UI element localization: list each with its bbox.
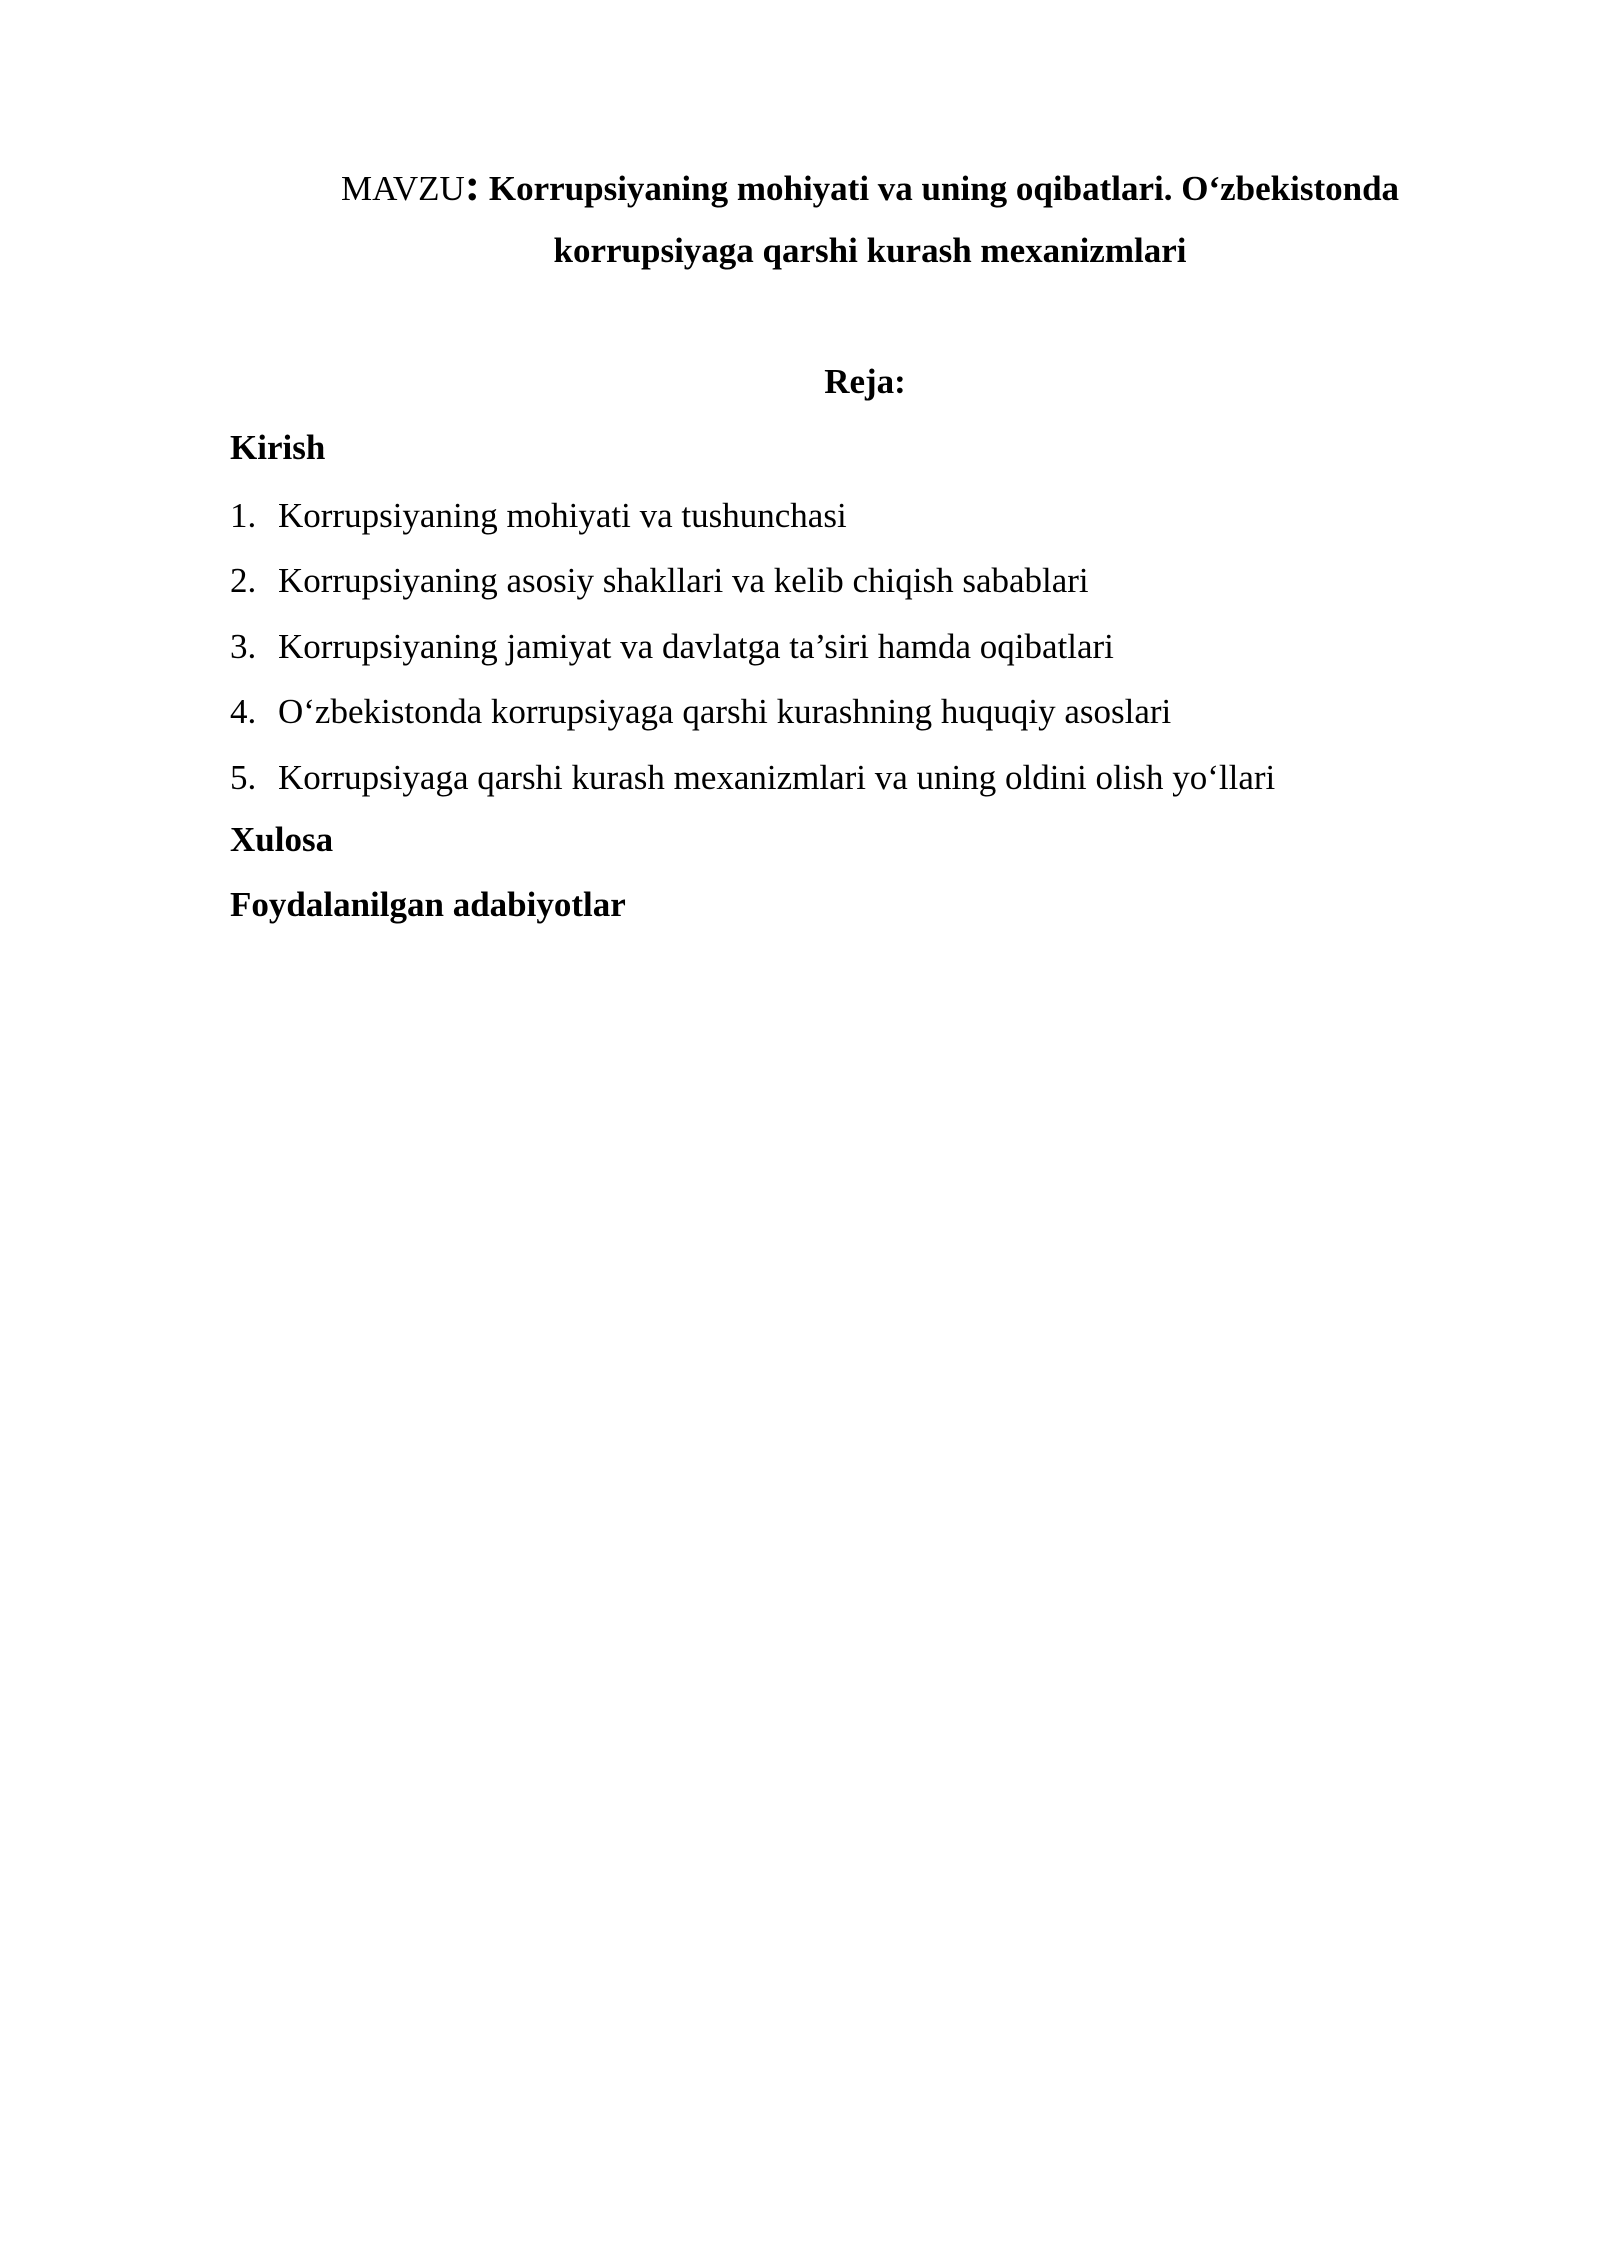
plan-item-number: 4. [230,692,257,732]
plan-item [230,548,1275,613]
topic-label: MAVZU [340,169,465,208]
plan-list [230,483,1275,810]
plan-item-text: Korrupsiyaning asosiy shakllari va kelib chiqish sabablari [278,561,1089,601]
plan-item [230,679,1275,744]
references-heading: Foydalanilgan adabiyotlar [230,885,626,924]
plan-item-number: 5. [230,757,257,797]
document-title-line-2 [230,218,1510,284]
conclusion-heading: Xulosa [230,820,334,859]
title-text-part-2: korrupsiyaga qarshi kurash mexanizmlari [553,231,1187,270]
plan-heading: Reja: [824,362,906,401]
plan-item-number: 2. [230,561,257,601]
plan-item-text: O‘zbekistonda korrupsiyaga qarshi kurashning huquqiy asoslari [278,692,1172,732]
plan-item [230,614,1275,679]
document-title-line-1 [230,152,1510,222]
topic-colon: : [464,159,481,210]
plan-item [230,483,1275,548]
plan-item-number: 3. [230,626,257,666]
plan-item-text: Korrupsiyaning mohiyati va tushunchasi [278,496,847,535]
plan-item-text: Korrupsiyaning jamiyat va davlatga ta’siri hamda oqibatlari [278,626,1114,666]
plan-item-text: Korrupsiyaga qarshi kurash mexanizmlari va uning oldini olish yo‘llari [278,757,1276,797]
plan-item [230,745,1275,810]
plan-item-number: 1. [230,496,257,535]
intro-heading: Kirish [230,428,326,467]
title-text-part-1: Korrupsiyaning mohiyati va uning oqibatlari. O‘zbekistonda [480,169,1400,208]
